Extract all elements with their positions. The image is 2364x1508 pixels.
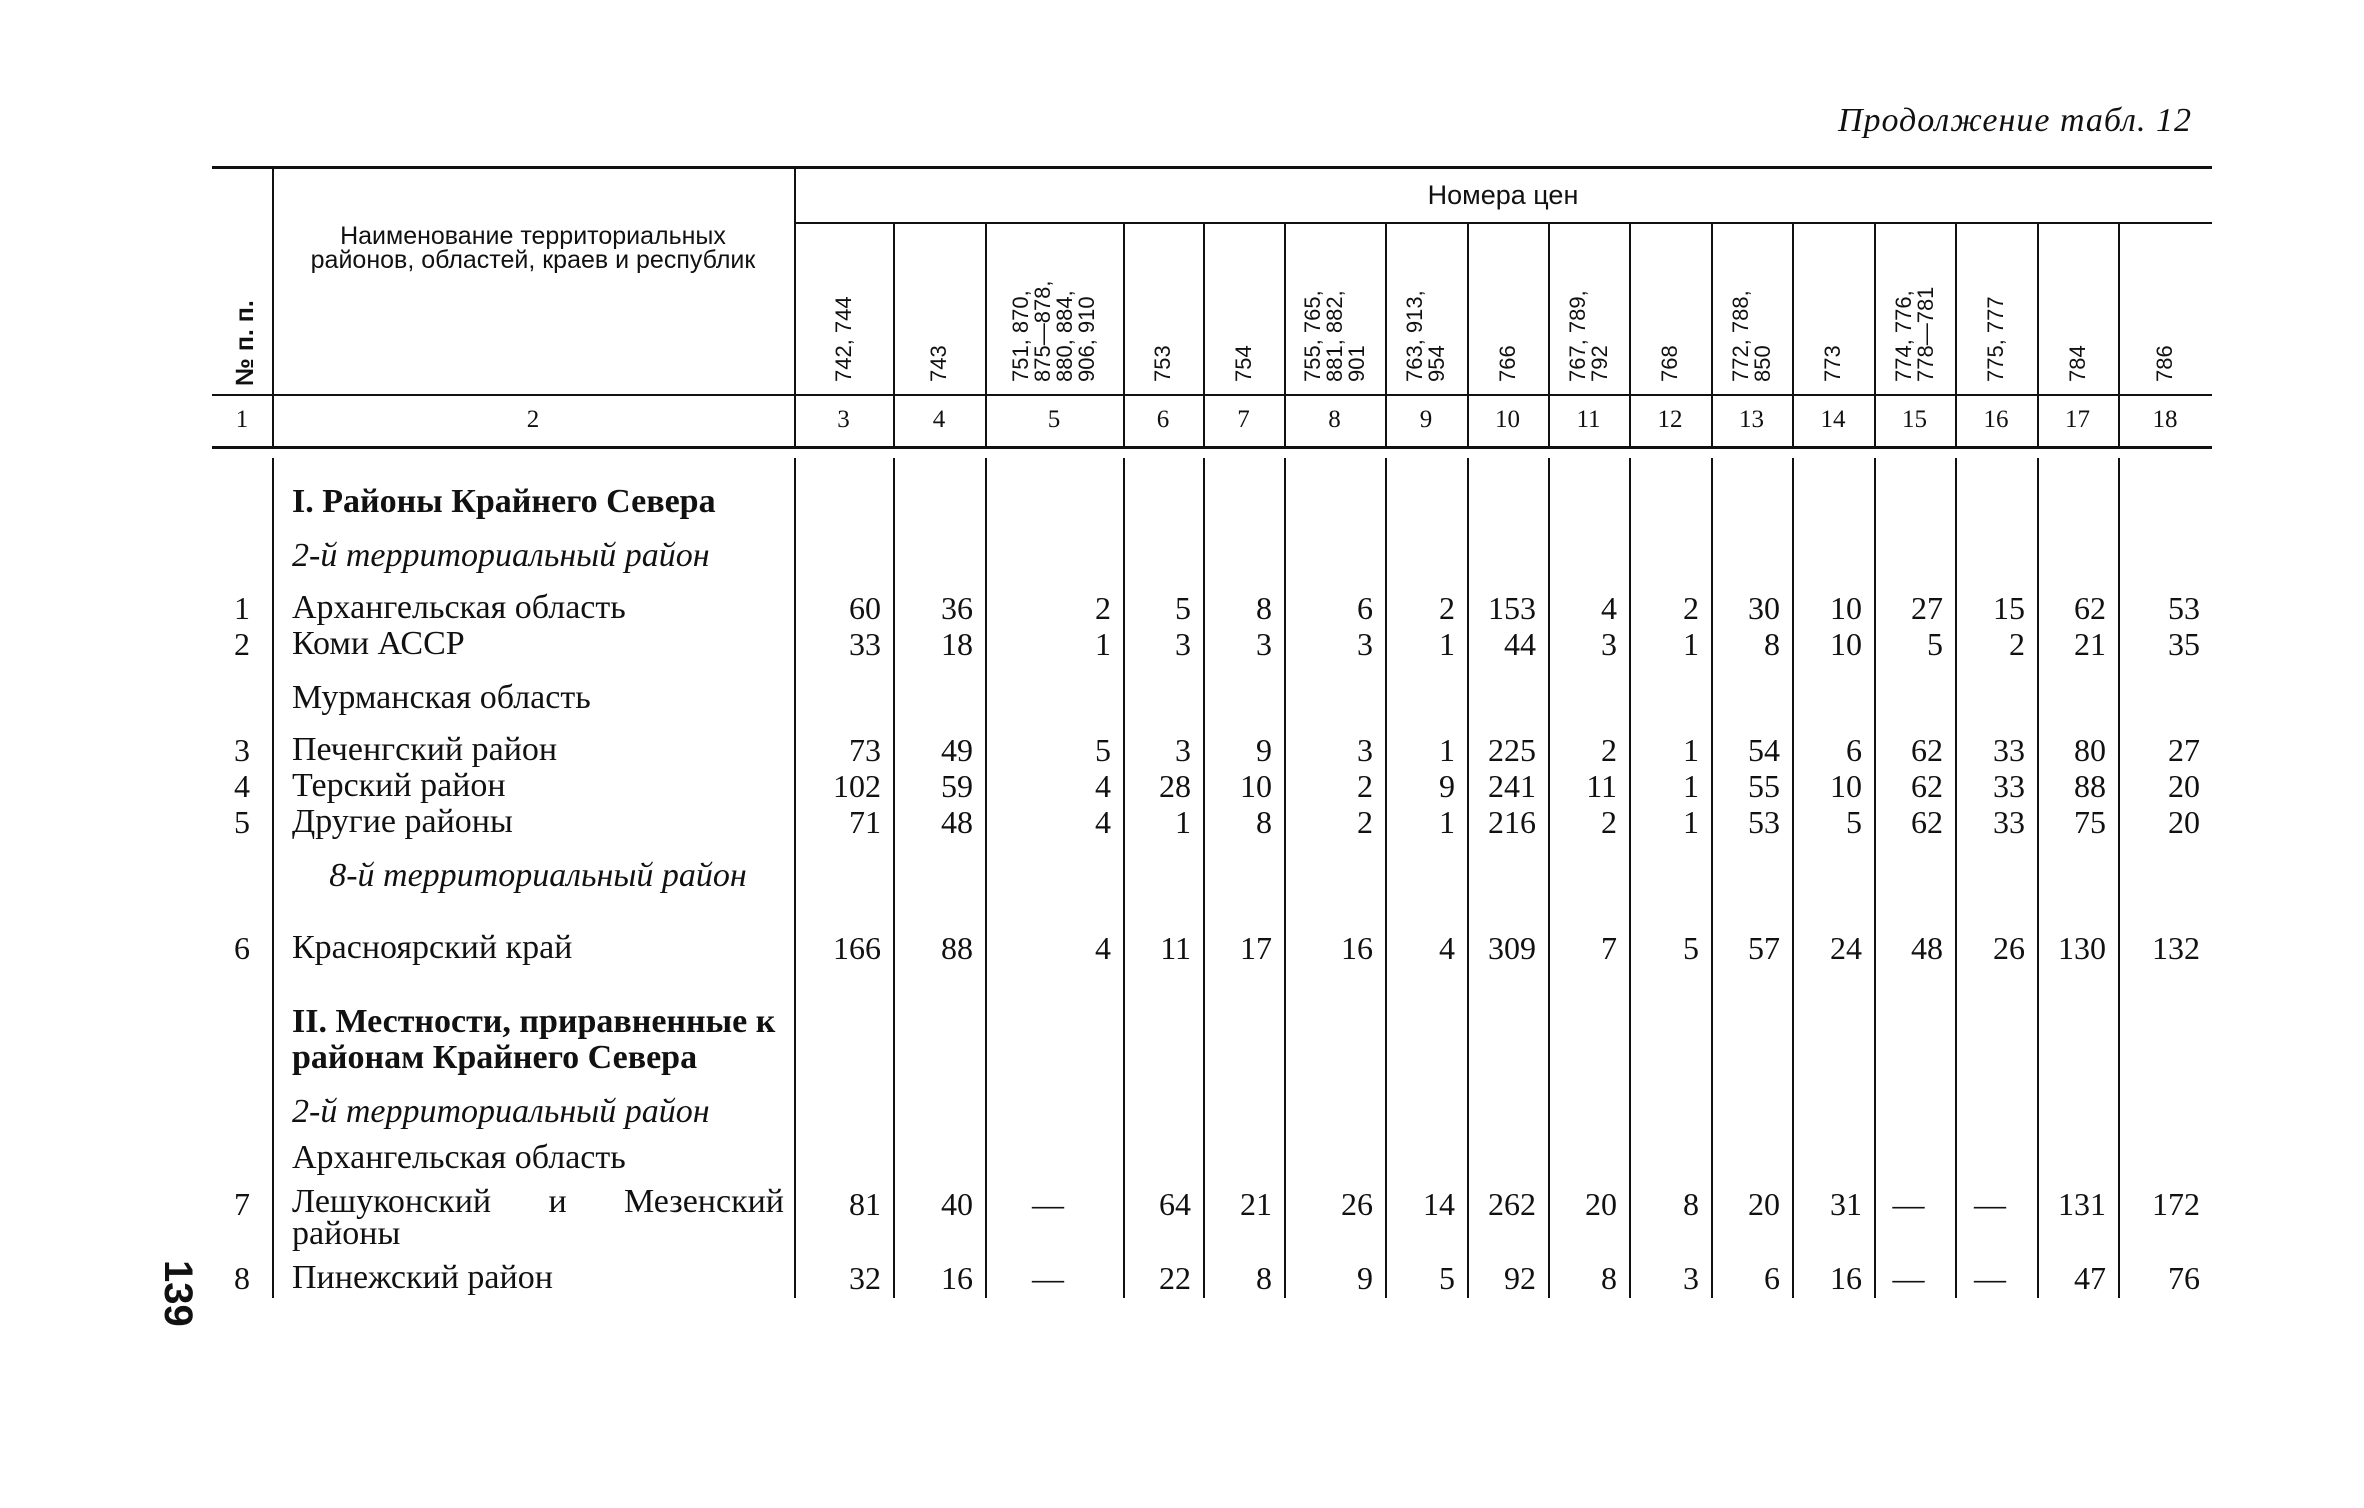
table-cell: 35 [2168, 626, 2200, 662]
table-cell: 2 [1683, 590, 1699, 626]
table-rule [212, 446, 2212, 449]
column-number-10: 10 [1495, 406, 1520, 433]
header-col-no: № п. п. [231, 300, 259, 386]
table-cell: — [1974, 1186, 2006, 1222]
row-number: 1 [234, 590, 250, 626]
header-price-column-8: 766 [1494, 345, 1520, 382]
header-price-column-11: 772, 788, 850 [1727, 290, 1775, 382]
table-cell: 76 [2168, 1260, 2200, 1296]
header-price-column-15: 784 [2064, 345, 2090, 382]
table-cell: 88 [941, 930, 973, 966]
table-cell: 1 [1683, 804, 1699, 840]
table-cell: 81 [849, 1186, 881, 1222]
column-rule [985, 458, 987, 1298]
table-cell: 36 [941, 590, 973, 626]
table-cell: 262 [1488, 1186, 1536, 1222]
row-number: 3 [234, 732, 250, 768]
table-cell: 8 [1683, 1186, 1699, 1222]
region-name: Пинежский район [292, 1259, 553, 1296]
column-number-9: 9 [1419, 406, 1433, 433]
table-cell: 20 [1748, 1186, 1780, 1222]
row-number: 4 [234, 768, 250, 804]
column-rule [2118, 458, 2120, 1298]
table-cell: 30 [1748, 590, 1780, 626]
page-number: 139 [156, 1260, 200, 1327]
header-group-price-numbers: Номера цен [1427, 179, 1579, 210]
table-cell: — [1032, 1260, 1064, 1296]
region-name: Лешуконский и Мезенский районы [292, 1183, 784, 1252]
table-cell: 8 [1601, 1260, 1617, 1296]
table-cell: 225 [1488, 732, 1536, 768]
table-cell: 3 [1357, 732, 1373, 768]
table-cell: 22 [1159, 1260, 1191, 1296]
table-cell: — [1892, 1260, 1925, 1296]
column-rule [272, 458, 274, 1298]
table-cell: 7 [1601, 930, 1617, 966]
column-number-1: 1 [235, 406, 249, 433]
column-rule [893, 458, 895, 1298]
table-cell: 3 [1683, 1260, 1699, 1296]
table-cell: 27 [2168, 732, 2200, 768]
table-cell: 62 [1911, 768, 1943, 804]
table-cell: 2 [1601, 804, 1617, 840]
region-name: Архангельская область [292, 589, 626, 626]
table-cell: 27 [1911, 590, 1943, 626]
column-rule [1874, 458, 1876, 1298]
table-cell: 9 [1357, 1260, 1373, 1296]
column-rule [1284, 458, 1286, 1298]
table-cell: 1 [1095, 626, 1111, 662]
row-number: 6 [234, 930, 250, 966]
table-cell: 1 [1175, 804, 1191, 840]
table-cell: 8 [1256, 1260, 1272, 1296]
table-cell: 48 [1911, 930, 1943, 966]
table-cell: 4 [1095, 930, 1111, 966]
header-price-column-12: 773 [1820, 345, 1845, 382]
table-cell: 3 [1175, 732, 1191, 768]
table-cell: 153 [1488, 590, 1536, 626]
table-cell: 4 [1439, 930, 1455, 966]
table-cell: — [1892, 1186, 1925, 1222]
column-number-4: 4 [932, 406, 946, 433]
column-number-15: 15 [1902, 406, 1927, 433]
column-number-14: 14 [1820, 406, 1846, 433]
header-price-column-9: 767, 789, 792 [1564, 290, 1612, 382]
region-label: Архангельская область [292, 1139, 626, 1176]
table-cell: 6 [1357, 590, 1373, 626]
table-cell: 18 [941, 626, 973, 662]
table-cell: 5 [1927, 626, 1943, 662]
column-rule [2037, 458, 2039, 1298]
table-cell: 102 [833, 768, 881, 804]
table-cell: 54 [1748, 732, 1780, 768]
column-rule [1955, 458, 1957, 1298]
column-number-11: 11 [1576, 406, 1601, 433]
header-price-column-4: 753 [1150, 345, 1175, 382]
table-cell: 20 [1585, 1186, 1617, 1222]
column-rule [1629, 458, 1631, 1298]
row-number: 5 [234, 804, 250, 840]
column-rule [1123, 458, 1125, 1298]
table-cell: 11 [1160, 930, 1191, 966]
header-price-column-6: 755, 765, 881, 882, 901 [1299, 290, 1369, 382]
header-price-column-13: 774, 776, 778—781 [1890, 286, 1938, 382]
table-cell: 9 [1439, 768, 1455, 804]
row-number: 2 [234, 626, 250, 662]
table-cell: 21 [2074, 626, 2106, 662]
table-cell: 28 [1159, 768, 1191, 804]
section-heading: II. Местности, приравненные к районам Крайнего Севера [292, 1003, 776, 1076]
table-cell: 4 [1095, 804, 1111, 840]
column-rule [1548, 458, 1550, 1298]
table-cell: 55 [1748, 768, 1780, 804]
table-cell: 309 [1488, 930, 1536, 966]
row-number: 8 [234, 1260, 250, 1296]
column-number-5: 5 [1047, 406, 1061, 433]
table-cell: 59 [941, 768, 973, 804]
header-price-column-10: 768 [1657, 345, 1682, 382]
table-cell: 62 [2074, 590, 2106, 626]
column-rule [1203, 458, 1205, 1298]
table-cell: 44 [1504, 626, 1536, 662]
header-price-column-7: 763, 913, 954 [1402, 290, 1449, 382]
table-cell: 3 [1601, 626, 1617, 662]
table-cell: 166 [833, 930, 881, 966]
column-number-7: 7 [1237, 406, 1250, 433]
table-cell: 4 [1095, 768, 1111, 804]
table-cell: 8 [1256, 804, 1272, 840]
table-cell: 16 [1341, 930, 1373, 966]
table-cell: 16 [941, 1260, 973, 1296]
table-cell: 31 [1830, 1186, 1862, 1222]
table-cell: 1 [1683, 768, 1699, 804]
region-name: Коми АССР [292, 625, 465, 662]
table-cell: 10 [1240, 768, 1272, 804]
table-cell: 24 [1830, 930, 1862, 966]
table-cell: 241 [1488, 768, 1536, 804]
table-cell: 62 [1911, 804, 1943, 840]
table-cell: 57 [1748, 930, 1780, 966]
table-cell: 33 [1993, 768, 2025, 804]
table-cell: 131 [2058, 1186, 2106, 1222]
table-cell: 33 [1993, 732, 2025, 768]
table-cell: 1 [1439, 804, 1455, 840]
column-number-12: 12 [1657, 406, 1683, 433]
table-cell: — [1974, 1260, 2006, 1296]
district-heading: 2-й территориальный район [292, 1093, 710, 1130]
table-cell: 10 [1830, 626, 1862, 662]
column-number-13: 13 [1739, 406, 1764, 433]
column-rule [1467, 458, 1469, 1298]
section-heading: I. Районы Крайнего Севера [292, 483, 716, 520]
table-cell: 49 [941, 732, 973, 768]
table-rule [794, 222, 2212, 224]
table-cell: 26 [1993, 930, 2025, 966]
header-price-column-1: 742, 744 [830, 296, 856, 382]
table-cell: 5 [1175, 590, 1191, 626]
table-cell: 88 [2074, 768, 2106, 804]
region-label: Мурманская область [292, 679, 591, 716]
table-cell: 9 [1256, 732, 1272, 768]
header-price-column-14: 775, 777 [1983, 296, 2008, 382]
region-name: Терский район [292, 767, 506, 804]
table-cell: 2 [1095, 590, 1111, 626]
table-cell: 47 [2074, 1260, 2106, 1296]
table-cell: 5 [1439, 1260, 1455, 1296]
table-cell: 53 [2168, 590, 2200, 626]
table-cell: 10 [1830, 768, 1862, 804]
table-cell: — [1032, 1186, 1064, 1222]
table-cell: 11 [1586, 768, 1617, 804]
table-cell: 62 [1911, 732, 1943, 768]
table-cell: 1 [1439, 626, 1455, 662]
table-cell: 60 [849, 590, 881, 626]
table-cell: 33 [1993, 804, 2025, 840]
column-rule [1385, 458, 1387, 1298]
region-name: Печенгский район [292, 731, 558, 768]
table-cell: 8 [1256, 590, 1272, 626]
table-cell: 4 [1601, 590, 1617, 626]
table-cell: 48 [941, 804, 973, 840]
region-name: Другие районы [292, 803, 513, 840]
table-cell: 3 [1175, 626, 1191, 662]
table-cell: 8 [1764, 626, 1780, 662]
header-price-column-2: 743 [926, 345, 951, 382]
column-rule [794, 458, 796, 1298]
column-rule [1792, 458, 1794, 1298]
header-price-column-16: 786 [2152, 345, 2177, 382]
column-number-18: 18 [2152, 406, 2178, 433]
table-cell: 21 [1240, 1186, 1272, 1222]
table-cell: 20 [2168, 768, 2200, 804]
continuation-title: Продолжение табл. 12 [1837, 102, 2192, 139]
column-number-2: 2 [526, 406, 540, 433]
row-number: 7 [234, 1186, 250, 1222]
table-cell: 20 [2168, 804, 2200, 840]
table-cell: 3 [1256, 626, 1272, 662]
header-price-column-5: 754 [1230, 345, 1256, 382]
table-cell: 16 [1830, 1260, 1862, 1296]
table-cell: 1 [1683, 626, 1699, 662]
table-cell: 6 [1764, 1260, 1780, 1296]
table-cell: 17 [1240, 930, 1272, 966]
table-cell: 132 [2152, 930, 2200, 966]
column-number-16: 16 [1983, 406, 2009, 433]
table-cell: 216 [1488, 804, 1536, 840]
table-cell: 53 [1748, 804, 1780, 840]
table-cell: 64 [1159, 1186, 1191, 1222]
header-col-name: Наименование территориальных районов, областей, краев и республик [310, 222, 756, 274]
column-rule [1711, 458, 1713, 1298]
table-cell: 130 [2058, 930, 2106, 966]
district-heading: 2-й территориальный район [292, 537, 710, 574]
district-heading: 8-й территориальный район [329, 857, 747, 894]
column-number-6: 6 [1156, 406, 1170, 433]
column-number-17: 17 [2065, 406, 2090, 433]
table-cell: 15 [1993, 590, 2025, 626]
table-cell: 33 [849, 626, 881, 662]
table-cell: 2 [1357, 768, 1373, 804]
table-cell: 6 [1846, 732, 1862, 768]
table-cell: 3 [1357, 626, 1373, 662]
table-cell: 10 [1830, 590, 1862, 626]
table-cell: 75 [2074, 804, 2106, 840]
table-cell: 40 [941, 1186, 973, 1222]
table-cell: 5 [1683, 930, 1699, 966]
table-cell: 5 [1846, 804, 1862, 840]
table-cell: 32 [849, 1260, 881, 1296]
table-cell: 2 [2009, 626, 2025, 662]
region-name: Красноярский край [292, 929, 573, 966]
table-cell: 26 [1341, 1186, 1373, 1222]
table-cell: 1 [1683, 732, 1699, 768]
table-cell: 80 [2074, 732, 2106, 768]
table-cell: 2 [1357, 804, 1373, 840]
table-cell: 71 [849, 804, 881, 840]
header-price-column-3: 751, 870, 875—878, 880, 884, 906, 910 [1008, 280, 1099, 382]
table-cell: 2 [1601, 732, 1617, 768]
column-number-3: 3 [837, 406, 850, 433]
table-cell: 5 [1095, 732, 1111, 768]
table-cell: 73 [849, 732, 881, 768]
table-cell: 172 [2152, 1186, 2200, 1222]
table-cell: 92 [1504, 1260, 1536, 1296]
table-cell: 14 [1423, 1186, 1455, 1222]
table-cell: 2 [1439, 590, 1455, 626]
table-cell: 1 [1439, 732, 1455, 768]
column-number-8: 8 [1328, 406, 1341, 433]
